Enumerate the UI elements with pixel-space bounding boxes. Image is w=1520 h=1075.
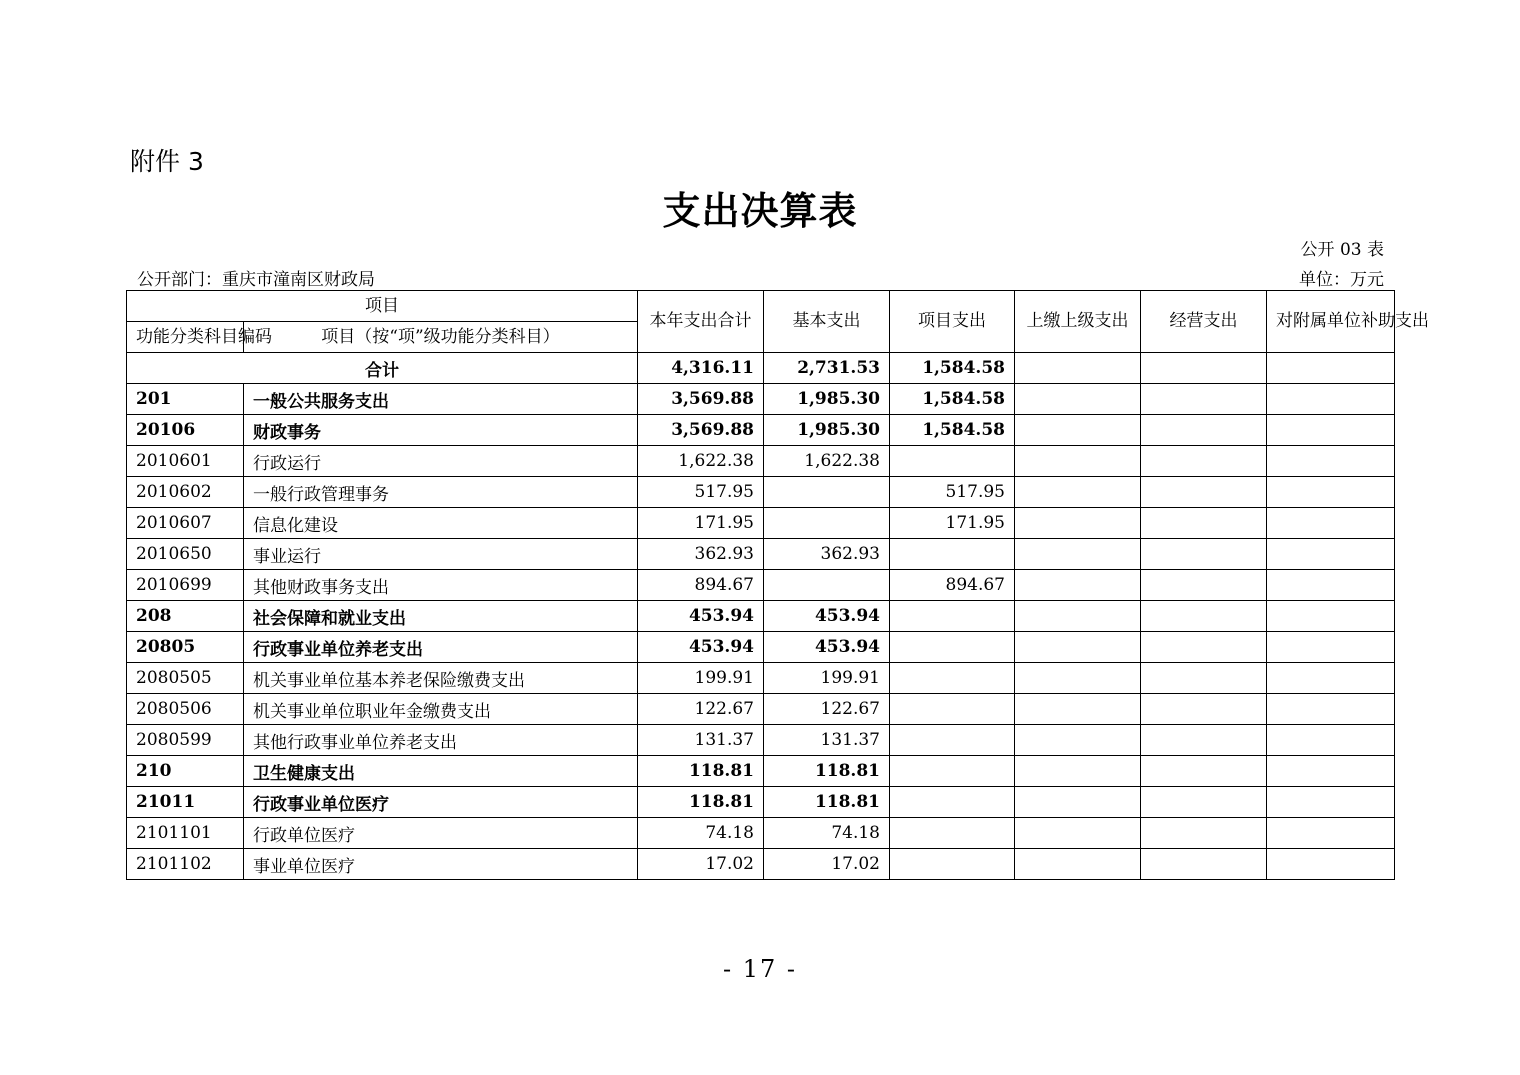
cell-business (1141, 508, 1267, 539)
cell-subsidy (1267, 415, 1395, 446)
cell-subsidy (1267, 849, 1395, 880)
total-business (1141, 353, 1267, 384)
cell-project (890, 725, 1015, 756)
table-row (127, 477, 1395, 508)
total-subsidy (1267, 353, 1395, 384)
cell-superior (1015, 601, 1141, 632)
cell-project (890, 601, 1015, 632)
cell-name: 社会保障和就业支出 (244, 601, 638, 632)
cell-business (1141, 477, 1267, 508)
table-row (127, 570, 1395, 601)
cell-name: 事业单位医疗 (244, 849, 638, 880)
cell-project (890, 849, 1015, 880)
cell-superior (1015, 694, 1141, 725)
cell-name: 行政运行 (244, 446, 638, 477)
department-label: 公开部门：重庆市潼南区财政局 (137, 270, 375, 290)
cell-total: 1,622.38 (638, 446, 764, 477)
cell-name: 行政单位医疗 (244, 818, 638, 849)
cell-subsidy (1267, 601, 1395, 632)
cell-superior (1015, 725, 1141, 756)
header-total: 本年支出合计 (638, 291, 764, 353)
cell-code: 20106 (127, 415, 244, 446)
cell-total: 131.37 (638, 725, 764, 756)
header-subsidy: 对附属单位补助支出 (1267, 291, 1395, 353)
cell-total: 3,569.88 (638, 415, 764, 446)
header-name: 项目（按“项”级功能分类科目） (244, 322, 638, 353)
cell-business (1141, 446, 1267, 477)
cell-business (1141, 415, 1267, 446)
cell-subsidy (1267, 632, 1395, 663)
cell-code: 20805 (127, 632, 244, 663)
cell-name: 行政事业单位养老支出 (244, 632, 638, 663)
cell-total: 3,569.88 (638, 384, 764, 415)
cell-basic: 199.91 (764, 663, 890, 694)
cell-name: 信息化建设 (244, 508, 638, 539)
cell-name: 机关事业单位职业年金缴费支出 (244, 694, 638, 725)
cell-total: 118.81 (638, 756, 764, 787)
cell-code: 2010607 (127, 508, 244, 539)
cell-business (1141, 663, 1267, 694)
table-row (127, 601, 1395, 632)
cell-code: 201 (127, 384, 244, 415)
table-row (127, 787, 1395, 818)
cell-code: 208 (127, 601, 244, 632)
cell-subsidy (1267, 477, 1395, 508)
table-row (127, 508, 1395, 539)
cell-total: 74.18 (638, 818, 764, 849)
unit-label: 单位：万元 (1299, 270, 1384, 290)
cell-basic (764, 508, 890, 539)
table-row (127, 849, 1395, 880)
table-row (127, 632, 1395, 663)
cell-code: 2010601 (127, 446, 244, 477)
total-row (127, 353, 1395, 384)
cell-total: 171.95 (638, 508, 764, 539)
cell-code: 2080506 (127, 694, 244, 725)
table-row (127, 756, 1395, 787)
cell-business (1141, 384, 1267, 415)
cell-total: 118.81 (638, 787, 764, 818)
cell-name: 其他财政事务支出 (244, 570, 638, 601)
cell-code: 2101101 (127, 818, 244, 849)
cell-subsidy (1267, 384, 1395, 415)
cell-business (1141, 756, 1267, 787)
cell-project (890, 632, 1015, 663)
cell-subsidy (1267, 570, 1395, 601)
cell-total: 199.91 (638, 663, 764, 694)
cell-code: 2010699 (127, 570, 244, 601)
cell-subsidy (1267, 787, 1395, 818)
cell-project: 517.95 (890, 477, 1015, 508)
table-row (127, 818, 1395, 849)
cell-subsidy (1267, 756, 1395, 787)
page-title: 支出决算表 (662, 188, 858, 233)
table-row (127, 446, 1395, 477)
cell-code: 2101102 (127, 849, 244, 880)
cell-superior (1015, 663, 1141, 694)
cell-basic: 1,622.38 (764, 446, 890, 477)
cell-name: 其他行政事业单位养老支出 (244, 725, 638, 756)
cell-code: 2080505 (127, 663, 244, 694)
header-project-expenditure: 项目支出 (890, 291, 1015, 353)
cell-subsidy (1267, 663, 1395, 694)
cell-basic: 17.02 (764, 849, 890, 880)
cell-business (1141, 787, 1267, 818)
cell-basic: 453.94 (764, 632, 890, 663)
cell-name: 一般公共服务支出 (244, 384, 638, 415)
table-number: 公开 03 表 (1300, 240, 1384, 260)
cell-project: 894.67 (890, 570, 1015, 601)
cell-superior (1015, 415, 1141, 446)
cell-name: 行政事业单位医疗 (244, 787, 638, 818)
header-superior: 上缴上级支出 (1015, 291, 1141, 353)
cell-name: 事业运行 (244, 539, 638, 570)
cell-project (890, 818, 1015, 849)
cell-project: 1,584.58 (890, 415, 1015, 446)
cell-code: 21011 (127, 787, 244, 818)
cell-basic: 122.67 (764, 694, 890, 725)
cell-basic: 74.18 (764, 818, 890, 849)
cell-basic (764, 477, 890, 508)
cell-project (890, 787, 1015, 818)
cell-superior (1015, 756, 1141, 787)
header-project: 项目 (127, 291, 638, 322)
cell-superior (1015, 508, 1141, 539)
cell-superior (1015, 818, 1141, 849)
cell-project (890, 663, 1015, 694)
total-basic: 2,731.53 (764, 353, 890, 384)
cell-business (1141, 632, 1267, 663)
cell-superior (1015, 446, 1141, 477)
cell-business (1141, 570, 1267, 601)
cell-name: 财政事务 (244, 415, 638, 446)
cell-business (1141, 694, 1267, 725)
cell-business (1141, 849, 1267, 880)
page-number: - 17 - (722, 955, 797, 983)
attachment-label: 附件 3 (130, 147, 204, 176)
cell-code: 210 (127, 756, 244, 787)
table-row (127, 539, 1395, 570)
cell-total: 894.67 (638, 570, 764, 601)
cell-subsidy (1267, 539, 1395, 570)
cell-subsidy (1267, 818, 1395, 849)
cell-business (1141, 539, 1267, 570)
cell-subsidy (1267, 508, 1395, 539)
total-superior (1015, 353, 1141, 384)
cell-project: 171.95 (890, 508, 1015, 539)
cell-superior (1015, 539, 1141, 570)
cell-basic: 1,985.30 (764, 415, 890, 446)
cell-basic: 1,985.30 (764, 384, 890, 415)
total-total: 4,316.11 (638, 353, 764, 384)
cell-business (1141, 725, 1267, 756)
table-row (127, 663, 1395, 694)
table-row (127, 415, 1395, 446)
cell-basic: 118.81 (764, 787, 890, 818)
cell-project: 1,584.58 (890, 384, 1015, 415)
cell-project (890, 446, 1015, 477)
cell-code: 2080599 (127, 725, 244, 756)
cell-total: 17.02 (638, 849, 764, 880)
cell-total: 453.94 (638, 601, 764, 632)
cell-superior (1015, 632, 1141, 663)
cell-project (890, 694, 1015, 725)
cell-superior (1015, 787, 1141, 818)
cell-superior (1015, 570, 1141, 601)
cell-basic: 118.81 (764, 756, 890, 787)
table-row (127, 725, 1395, 756)
cell-basic: 131.37 (764, 725, 890, 756)
cell-business (1141, 601, 1267, 632)
cell-name: 卫生健康支出 (244, 756, 638, 787)
cell-superior (1015, 477, 1141, 508)
cell-project (890, 539, 1015, 570)
cell-superior (1015, 849, 1141, 880)
cell-project (890, 756, 1015, 787)
expenditure-table (126, 290, 1429, 880)
cell-total: 453.94 (638, 632, 764, 663)
header-code: 功能分类科目编码 (127, 322, 244, 353)
header-basic: 基本支出 (764, 291, 890, 353)
cell-total: 517.95 (638, 477, 764, 508)
total-project: 1,584.58 (890, 353, 1015, 384)
cell-code: 2010602 (127, 477, 244, 508)
cell-basic (764, 570, 890, 601)
cell-basic: 453.94 (764, 601, 890, 632)
cell-superior (1015, 384, 1141, 415)
cell-name: 一般行政管理事务 (244, 477, 638, 508)
cell-business (1141, 818, 1267, 849)
cell-total: 362.93 (638, 539, 764, 570)
cell-subsidy (1267, 446, 1395, 477)
cell-name: 机关事业单位基本养老保险缴费支出 (244, 663, 638, 694)
header-business: 经营支出 (1141, 291, 1267, 353)
cell-subsidy (1267, 694, 1395, 725)
cell-code: 2010650 (127, 539, 244, 570)
table-row (127, 384, 1395, 415)
cell-subsidy (1267, 725, 1395, 756)
cell-total: 122.67 (638, 694, 764, 725)
table-row (127, 694, 1395, 725)
total-label: 合计 (127, 353, 638, 384)
cell-basic: 362.93 (764, 539, 890, 570)
